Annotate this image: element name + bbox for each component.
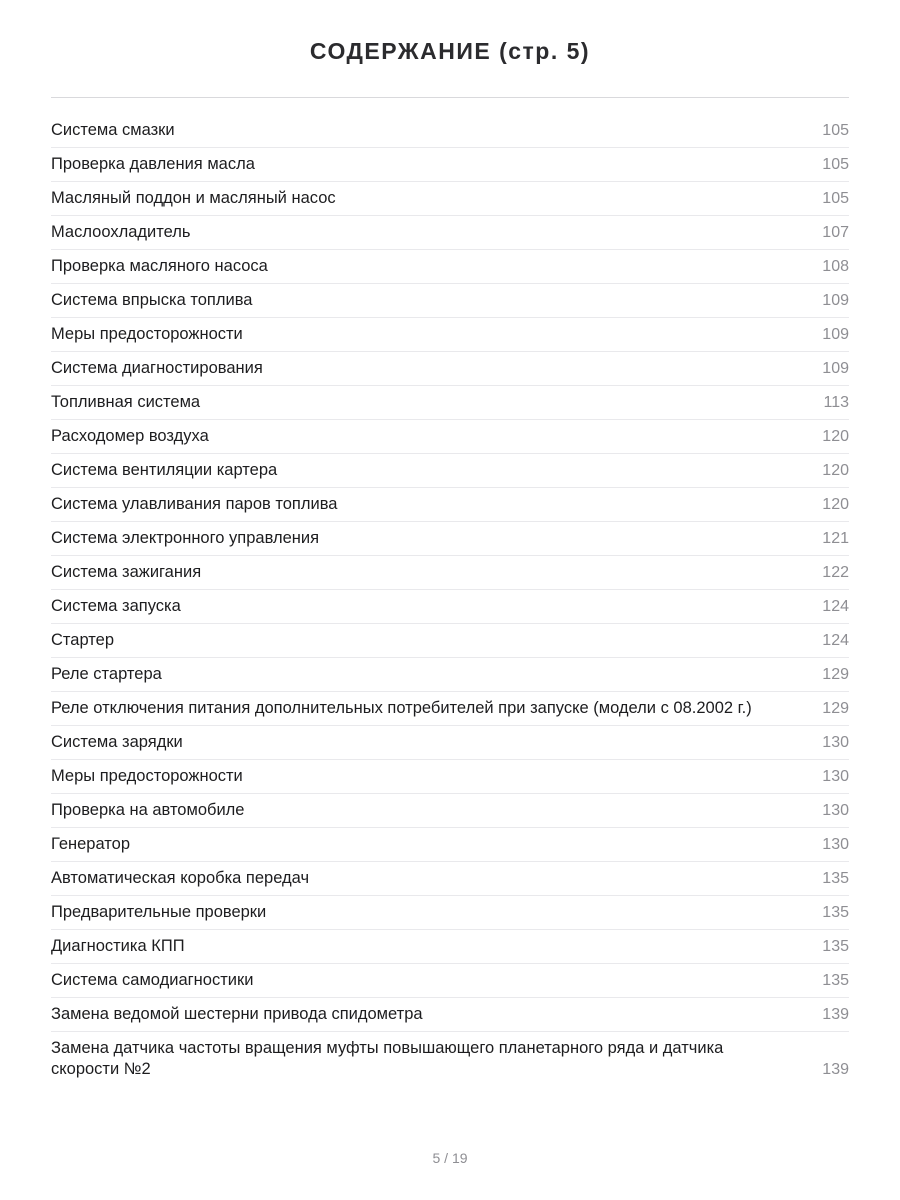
toc-entry-page: 120 — [822, 496, 849, 513]
toc-entry-label: Стартер — [51, 631, 115, 649]
toc-entry-label: Система зажигания — [51, 563, 202, 581]
toc-entry-label: Реле стартера — [51, 665, 162, 683]
toc-entry-label: Система улавливания паров топлива — [51, 495, 338, 513]
toc-row[interactable] — [51, 216, 849, 250]
toc-entry-page: 105 — [822, 190, 849, 207]
toc-row[interactable] — [51, 692, 849, 726]
toc-entry-label: Система зарядки — [51, 733, 183, 751]
toc-row[interactable] — [51, 556, 849, 590]
toc-entry-page: 130 — [822, 836, 849, 853]
toc-entry-page: 113 — [823, 394, 849, 411]
toc-entry-page: 130 — [822, 734, 849, 751]
toc-entry-label: Меры предосторожности — [51, 325, 243, 343]
toc-entry-label: Расходомер воздуха — [51, 427, 209, 445]
toc-entry-page: 120 — [822, 428, 849, 445]
toc-entry-label: Масляный поддон и масляный насос — [51, 189, 336, 207]
toc-row[interactable] — [51, 284, 849, 318]
toc-entry-label: Проверка масляного насоса — [51, 257, 268, 275]
toc-entry-page: 109 — [822, 292, 849, 309]
toc-entry-label: Система вентиляции картера — [51, 461, 278, 479]
toc-entry-label: Предварительные проверки — [51, 903, 267, 921]
toc-entry-label: Генератор — [51, 835, 131, 853]
toc-entry-label: Система диагностирования — [51, 359, 263, 377]
toc-entry-page: 130 — [822, 802, 849, 819]
title-divider — [51, 97, 849, 98]
page-title: СОДЕРЖАНИЕ (стр. 5) — [309, 38, 591, 64]
toc-entry-page: 109 — [822, 360, 849, 377]
toc-entry-label: Проверка на автомобиле — [51, 801, 245, 819]
toc-entry-page: 105 — [822, 122, 849, 139]
toc-entry-label: Топливная система — [51, 393, 201, 411]
toc-row[interactable] — [51, 760, 849, 794]
toc-entry-page: 121 — [822, 530, 849, 547]
toc-entry-page: 122 — [822, 564, 849, 581]
toc-entry-label: Реле отключения питания дополнительных потребителей при запуске (модели с 08.2002 г.) — [51, 699, 752, 717]
toc-row[interactable] — [51, 318, 849, 352]
toc-entry-page: 108 — [822, 258, 849, 275]
toc-row[interactable] — [51, 488, 849, 522]
toc-entry-page: 129 — [822, 666, 849, 683]
toc-row[interactable] — [51, 828, 849, 862]
toc-entry-label: Автоматическая коробка передач — [51, 869, 310, 887]
toc-entry-page: 120 — [822, 462, 849, 479]
toc-entry-label: Проверка давления масла — [51, 155, 255, 173]
toc-row[interactable] — [51, 352, 849, 386]
toc-entry-label: Система запуска — [51, 597, 181, 615]
toc-row[interactable] — [51, 896, 849, 930]
toc-row[interactable] — [51, 658, 849, 692]
toc-entry-page: 139 — [822, 1006, 849, 1023]
toc-row[interactable] — [51, 624, 849, 658]
toc-row[interactable] — [51, 420, 849, 454]
toc-entry-page: 139 — [822, 1061, 849, 1078]
toc-row[interactable] — [51, 182, 849, 216]
toc-row[interactable] — [51, 998, 849, 1032]
toc-row[interactable] — [51, 930, 849, 964]
toc-row[interactable] — [51, 148, 849, 182]
toc-row[interactable] — [51, 794, 849, 828]
toc-entry-page: 135 — [822, 870, 849, 887]
toc-entry-label: Замена датчика частоты вращения муфты повышающего планетарного ряда и датчика скорости №2 — [51, 1039, 724, 1078]
toc-entry-label: Диагностика КПП — [51, 937, 185, 955]
toc-entry-page: 109 — [822, 326, 849, 343]
toc-entry-page: 130 — [822, 768, 849, 785]
toc-row[interactable] — [51, 114, 849, 148]
toc-row[interactable] — [51, 964, 849, 998]
toc-row[interactable] — [51, 250, 849, 284]
toc-entry-page: 124 — [822, 598, 849, 615]
toc-entry-label: Замена ведомой шестерни привода спидометра — [51, 1005, 423, 1023]
toc-row[interactable] — [51, 1032, 849, 1086]
toc-row[interactable] — [51, 522, 849, 556]
page-indicator: 5 / 19 — [432, 1150, 468, 1166]
toc-entry-label: Система смазки — [51, 121, 175, 139]
toc-entry-page: 135 — [822, 972, 849, 989]
toc-entry-page: 129 — [822, 700, 849, 717]
toc-row[interactable] — [51, 454, 849, 488]
toc-entry-page: 135 — [822, 938, 849, 955]
toc-entry-label: Система самодиагностики — [51, 971, 254, 989]
toc-entry-label: Меры предосторожности — [51, 767, 243, 785]
toc-entry-page: 135 — [822, 904, 849, 921]
toc-row[interactable] — [51, 590, 849, 624]
toc-row[interactable] — [51, 862, 849, 896]
toc-entry-page: 124 — [822, 632, 849, 649]
toc-entry-label: Система впрыска топлива — [51, 291, 253, 309]
toc-list — [51, 114, 849, 1086]
toc-entry-label: Маслоохладитель — [51, 223, 191, 241]
toc-entry-page: 105 — [822, 156, 849, 173]
toc-entry-label: Система электронного управления — [51, 529, 320, 547]
toc-row[interactable] — [51, 726, 849, 760]
toc-row[interactable] — [51, 386, 849, 420]
toc-entry-page: 107 — [822, 224, 849, 241]
